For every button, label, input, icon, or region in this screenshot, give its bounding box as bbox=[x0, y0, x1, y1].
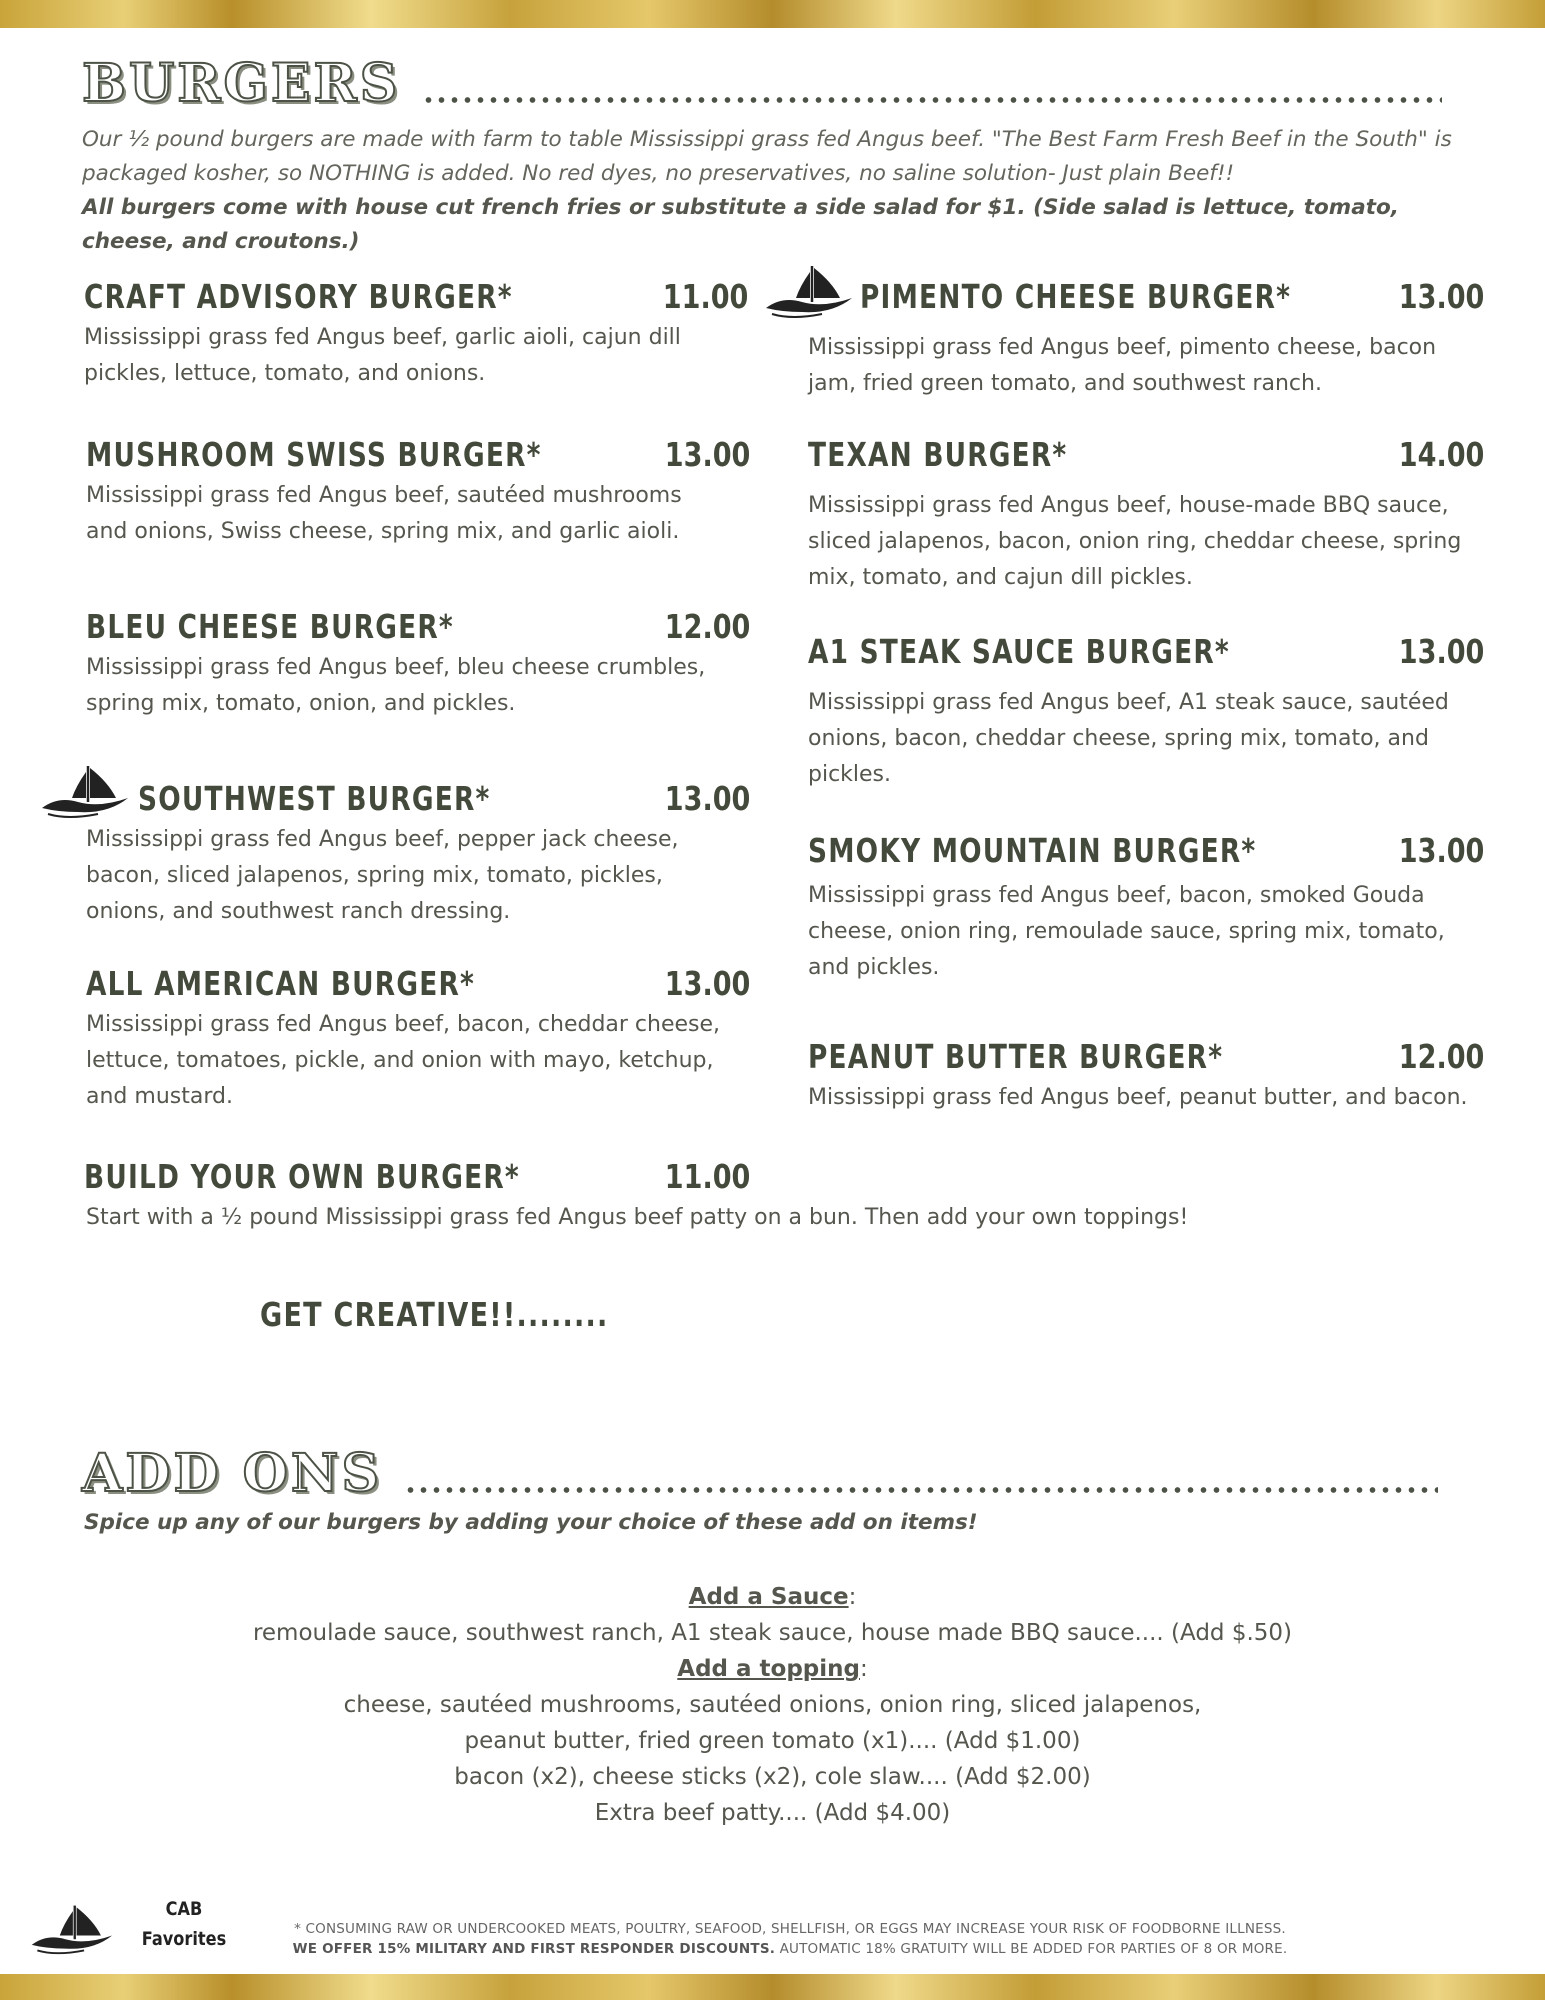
topping-options: bacon (x2), cheese sticks (x2), cole slaw.... (Add $2.00) bbox=[454, 1764, 1091, 1790]
item-name: A1 STEAK SAUCE BURGER* bbox=[808, 632, 1230, 671]
item-price: 11.00 bbox=[662, 277, 748, 316]
item-name: BUILD YOUR OWN BURGER* bbox=[84, 1157, 520, 1196]
discount-note: WE OFFER 15% MILITARY AND FIRST RESPONDER DISCOUNTS. bbox=[292, 1941, 776, 1957]
header-colon: : bbox=[848, 1584, 857, 1610]
item-price: 13.00 bbox=[1398, 632, 1484, 671]
topping-options: Extra beef patty.... (Add $4.00) bbox=[594, 1800, 951, 1826]
item-price: 11.00 bbox=[664, 1157, 750, 1196]
item-price: 13.00 bbox=[664, 435, 750, 474]
item-price: 13.00 bbox=[1398, 277, 1484, 316]
item-name: MUSHROOM SWISS BURGER* bbox=[86, 435, 542, 474]
item-description: Start with a ½ pound Mississippi grass fed Angus beef patty on a bun. Then add your own toppings! bbox=[86, 1205, 1189, 1230]
dotted-leader bbox=[404, 1486, 1438, 1494]
dotted-leader bbox=[422, 96, 1442, 104]
item-price: 12.00 bbox=[664, 607, 750, 646]
viking-ship-icon bbox=[28, 1900, 114, 1956]
add-topping-header: Add a topping bbox=[677, 1656, 860, 1682]
item-description: Mississippi grass fed Angus beef, pepper jack cheese, bacon, sliced jalapenos, spring mix, tomato, pickles, onions, and southwest ranch dressing. bbox=[86, 827, 679, 924]
item-description: Mississippi grass fed Angus beef, bleu cheese crumbles, spring mix, tomato, onion, and pickles. bbox=[86, 655, 706, 716]
item-name: TEXAN BURGER* bbox=[808, 435, 1068, 474]
logo-line: Favorites bbox=[141, 1928, 227, 1950]
item-price: 12.00 bbox=[1398, 1037, 1484, 1076]
add-sauce-header: Add a Sauce bbox=[688, 1584, 849, 1610]
item-description: Mississippi grass fed Angus beef, garlic aioli, cajun dill pickles, lettuce, tomato, and onions. bbox=[84, 325, 681, 386]
cab-favorites-logo bbox=[28, 1894, 228, 1964]
menu-item-build-your-own bbox=[84, 1154, 1189, 1236]
addons-title: ADD ONS bbox=[82, 1443, 383, 1504]
item-description: Mississippi grass fed Angus beef, house-made BBQ sauce, sliced jalapenos, bacon, onion ring, cheddar cheese, spring mix, tomato, and cajun dill pickles. bbox=[808, 493, 1462, 590]
item-description: Mississippi grass fed Angus beef, peanut butter, and bacon. bbox=[808, 1085, 1468, 1110]
item-description: Mississippi grass fed Angus beef, A1 steak sauce, sautéed onions, bacon, cheddar cheese, spring mix, tomato, and pickles. bbox=[808, 690, 1449, 787]
addons-section-title bbox=[82, 1444, 1438, 1504]
item-description: Mississippi grass fed Angus beef, pimento cheese, bacon jam, fried green tomato, and southwest ranch. bbox=[808, 335, 1437, 396]
logo-line: CAB bbox=[165, 1898, 203, 1920]
bottom-gold-border bbox=[0, 1974, 1545, 2000]
menu-item-craft-advisory bbox=[84, 274, 748, 392]
gratuity-note: AUTOMATIC 18% GRATUITY WILL BE ADDED FOR PARTIES OF 8 OR MORE. bbox=[775, 1941, 1288, 1957]
burgers-intro bbox=[82, 123, 1462, 259]
menu-item-pimento-cheese bbox=[808, 274, 1484, 402]
intro-line: packaged kosher, so NOTHING is added. No red dyes, no preservatives, no saline solution- Just plain Beef!! bbox=[82, 161, 1235, 186]
sauce-options: remoulade sauce, southwest ranch, A1 steak sauce, house made BBQ sauce.... (Add $.50) bbox=[252, 1620, 1293, 1646]
get-creative-callout: GET CREATIVE!!........ bbox=[260, 1295, 609, 1334]
item-price: 13.00 bbox=[664, 779, 750, 818]
disclaimer-line: * CONSUMING RAW OR UNDERCOOKED MEATS, POULTRY, SEAFOOD, SHELLFISH, OR EGGS MAY INCREASE YOUR RISK OF FOODBORNE ILLNESS. bbox=[294, 1921, 1286, 1937]
intro-line: Our ½ pound burgers are made with farm to table Mississippi grass fed Angus beef. "The Best Farm Fresh Beef in the South" is bbox=[82, 127, 1452, 152]
topping-options: peanut butter, fried green tomato (x1).... (Add $1.00) bbox=[464, 1728, 1081, 1754]
menu-item-peanut-butter bbox=[808, 1034, 1484, 1116]
footer-disclaimer bbox=[290, 1919, 1290, 1959]
menu-item-all-american bbox=[86, 961, 750, 1115]
menu-item-a1-steak-sauce bbox=[808, 629, 1484, 793]
item-description: Mississippi grass fed Angus beef, bacon, smoked Gouda cheese, onion ring, remoulade sauce, spring mix, tomato, and pickles. bbox=[808, 883, 1445, 980]
topping-options: cheese, sautéed mushrooms, sautéed onions, onion ring, sliced jalapenos, bbox=[343, 1692, 1202, 1718]
addons-subtitle: Spice up any of our burgers by adding your choice of these add on items! bbox=[84, 1510, 978, 1535]
addons-list bbox=[0, 1579, 1545, 1831]
item-name: ALL AMERICAN BURGER* bbox=[86, 964, 475, 1003]
top-gold-border bbox=[0, 0, 1545, 28]
item-description: Mississippi grass fed Angus beef, bacon, cheddar cheese, lettuce, tomatoes, pickle, and onion with mayo, ketchup, and mustard. bbox=[86, 1012, 721, 1109]
item-name: BLEU CHEESE BURGER* bbox=[86, 607, 454, 646]
burgers-title: BURGERS bbox=[82, 53, 401, 114]
item-name: SOUTHWEST BURGER* bbox=[138, 779, 491, 818]
item-price: 13.00 bbox=[1398, 831, 1484, 870]
item-name: CRAFT ADVISORY BURGER* bbox=[84, 277, 513, 316]
item-price: 14.00 bbox=[1398, 435, 1484, 474]
item-description: Mississippi grass fed Angus beef, sautéed mushrooms and onions, Swiss cheese, spring mix, and garlic aioli. bbox=[86, 483, 682, 544]
header-colon: : bbox=[859, 1656, 868, 1682]
burgers-section-title bbox=[82, 54, 1442, 114]
menu-item-mushroom-swiss bbox=[86, 432, 750, 550]
menu-item-southwest bbox=[86, 776, 750, 930]
item-name: PEANUT BUTTER BURGER* bbox=[808, 1037, 1224, 1076]
intro-sides-note: All burgers come with house cut french fries or substitute a side salad for $1. (Side salad is lettuce, tomato, cheese, and croutons.) bbox=[82, 195, 1399, 254]
item-name: SMOKY MOUNTAIN BURGER* bbox=[808, 831, 1257, 870]
menu-item-bleu-cheese bbox=[86, 604, 750, 722]
menu-item-texan bbox=[808, 432, 1484, 596]
item-price: 13.00 bbox=[664, 964, 750, 1003]
item-name: PIMENTO CHEESE BURGER* bbox=[860, 277, 1292, 316]
menu-item-smoky-mountain bbox=[808, 828, 1484, 986]
